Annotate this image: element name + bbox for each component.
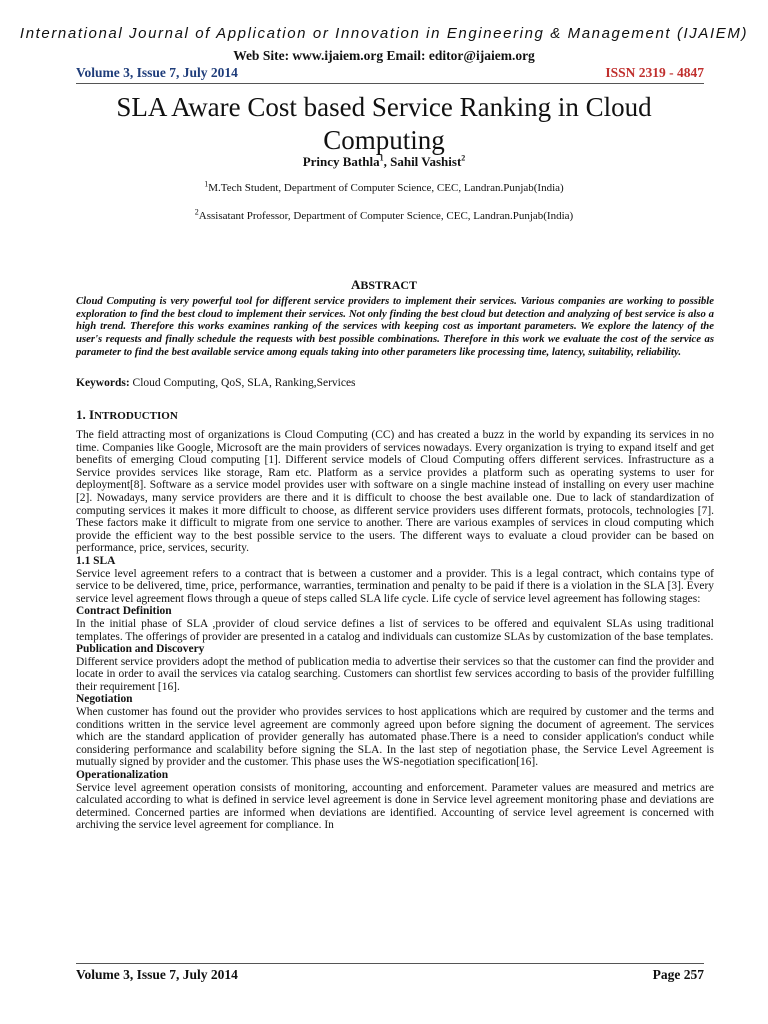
author-2: Sahil Vashist xyxy=(390,154,462,169)
author-line xyxy=(0,154,768,170)
author-1: Princy Bathla xyxy=(302,154,380,169)
section-rest: NTRODUCTION xyxy=(94,410,178,422)
affiliation-1-mark: 1 xyxy=(204,179,209,189)
journal-name: International Journal of Application or Innovation in Engineering & Management (IJAIEM) xyxy=(19,25,749,42)
keywords xyxy=(76,377,714,389)
affiliation-1 xyxy=(0,179,768,194)
intro-paragraph: The field attracting most of organizations is Cloud Computing (CC) and has created a buzz in the world by expanding its services in no time. Companies like Google, Microsoft are the main providers of services nowadays. Every organization is trying to expand itself and get benefits of emerging Cloud computing [1]. Different service models of Cloud Computing offers different services. Infrastructure as a Service provides services like storage, Ram etc. Platform as a service provides a platform such as operating systems to user for deployment[8]. Software as a service model provides user with software on a single machine instead of installing on every user machine [2]. Nowadays, many service providers are there and it is difficult to choose the best available one. Due to lack of standardization of computing services it makes it more difficult to choose, as different service providers uses different formats, protocols, technologies [7]. These factors make it difficult to migrate from one service to another. There are various examples of services in cloud computing which provide the efficient way to the best possible service to the users. The different ways to evaluate a cloud provider can be based on performance, price, services, security. xyxy=(76,429,714,555)
heading-negotiation: Negotiation xyxy=(76,693,133,706)
affiliation-2-mark: 2 xyxy=(194,207,199,217)
heading-contract-definition: Contract Definition xyxy=(76,605,172,618)
footer-volume: Volume 3, Issue 7, July 2014 xyxy=(76,967,238,982)
operational-paragraph: Service level agreement operation consists of monitoring, accounting and enforcement. Parameter values are measured and metrics are calculated according to what is defined in service level agreement is done in Service level agreement monitoring phase and deviations are determined. Concerned parties are informed when deviations are identified. Accounting of service level agreement is concerned with archiving the service level agreement for compliance. In xyxy=(76,781,714,832)
publication-paragraph: Different service providers adopt the method of publication media to advertise their services so that the customer can find the provider and locate in order to avail the services via catalog searching. Customers can shortlist few services according to basis of the provider fulfilling their requirement [16]. xyxy=(76,655,714,693)
affiliation-2 xyxy=(0,207,768,222)
subsection-heading-sla: 1.1 SLA xyxy=(76,554,116,567)
section-initial: I xyxy=(89,407,95,422)
paper-title: SLA Aware Cost based Service Ranking in Cloud Computing xyxy=(116,92,652,155)
affiliation-1-text: M.Tech Student, Department of Computer Science, CEC, Landran.Punjab(India) xyxy=(208,182,564,194)
keywords-label: Keywords: xyxy=(76,377,130,389)
section-number: 1. xyxy=(76,407,89,422)
abstract-text: Cloud Computing is very powerful tool for different service providers to implement their services. Various companies are working to possible exploration to find the best cloud to implement their services. Not only finding the best cloud but detection and analyzing of best service is also a high trend. Therefore this works examines ranking of the services with keeping cost as important parameters. We explore the latency of the user's requests and finally schedule the requests with best possible combinations. Therefore in this work we evaluate the cost of the service as parameter to find the best available service among equals taking into other parameters like processing time, latency, suitability, reliability. xyxy=(76,295,714,358)
header-issn: ISSN 2319 - 4847 xyxy=(605,65,704,80)
author-separator: , xyxy=(383,154,391,169)
sla-paragraph: Service level agreement refers to a contract that is between a customer and a provider. This is a legal contract, which contains type of service to be delivered, time, price, performance, warranties, termination and penalty to be paid if there is a violation in the SLA [3]. Every service level agreement flows through a queue of steps called SLA life cycle. Life cycle of service level agreement has following stages: xyxy=(76,567,714,605)
journal-website: Web Site: www.ijaiem.org Email: editor@ijaiem.org xyxy=(233,48,535,63)
negotiation-paragraph: When customer has found out the provider who provides services to host applications which are required by customer and the terms and conditions written in the service level agreement are commonly agreed upon before signing the document of agreement. The services which are the standard application of provider generally has automated phase.There is a need to consider application's conduct while considering performance and scalability before signing the SLA. In the last step of negotiation phase, the Service Level Agreement is mutually signed by provider and the customer. This phase uses the WS-negotiation specification[16]. xyxy=(76,706,714,769)
abstract-heading-rest: BSTRACT xyxy=(360,278,418,292)
author-1-mark: 1 xyxy=(379,153,384,163)
keywords-text: Cloud Computing, QoS, SLA, Ranking,Services xyxy=(129,377,356,389)
contract-paragraph: In the initial phase of SLA ,provider of cloud service defines a list of services to be offered and equivalent SLAs using traditional templates. The offerings of provider are presented in a catalog and individuals can customize SLAs by customization of the base templates. xyxy=(76,617,714,643)
section-heading-introduction xyxy=(76,407,178,423)
abstract-heading xyxy=(0,277,768,293)
header-volume: Volume 3, Issue 7, July 2014 xyxy=(76,65,238,80)
author-2-mark: 2 xyxy=(461,153,466,163)
body-text xyxy=(76,429,714,832)
abstract-heading-initial: A xyxy=(350,277,361,292)
heading-publication-discovery: Publication and Discovery xyxy=(76,643,205,656)
footer-rule xyxy=(76,963,704,964)
heading-operationalization: Operationalization xyxy=(76,769,169,782)
header-rule xyxy=(76,83,704,84)
footer-page-number: Page 257 xyxy=(652,967,704,982)
affiliation-2-text: Assisatant Professor, Department of Computer Science, CEC, Landran.Punjab(India) xyxy=(198,210,574,222)
